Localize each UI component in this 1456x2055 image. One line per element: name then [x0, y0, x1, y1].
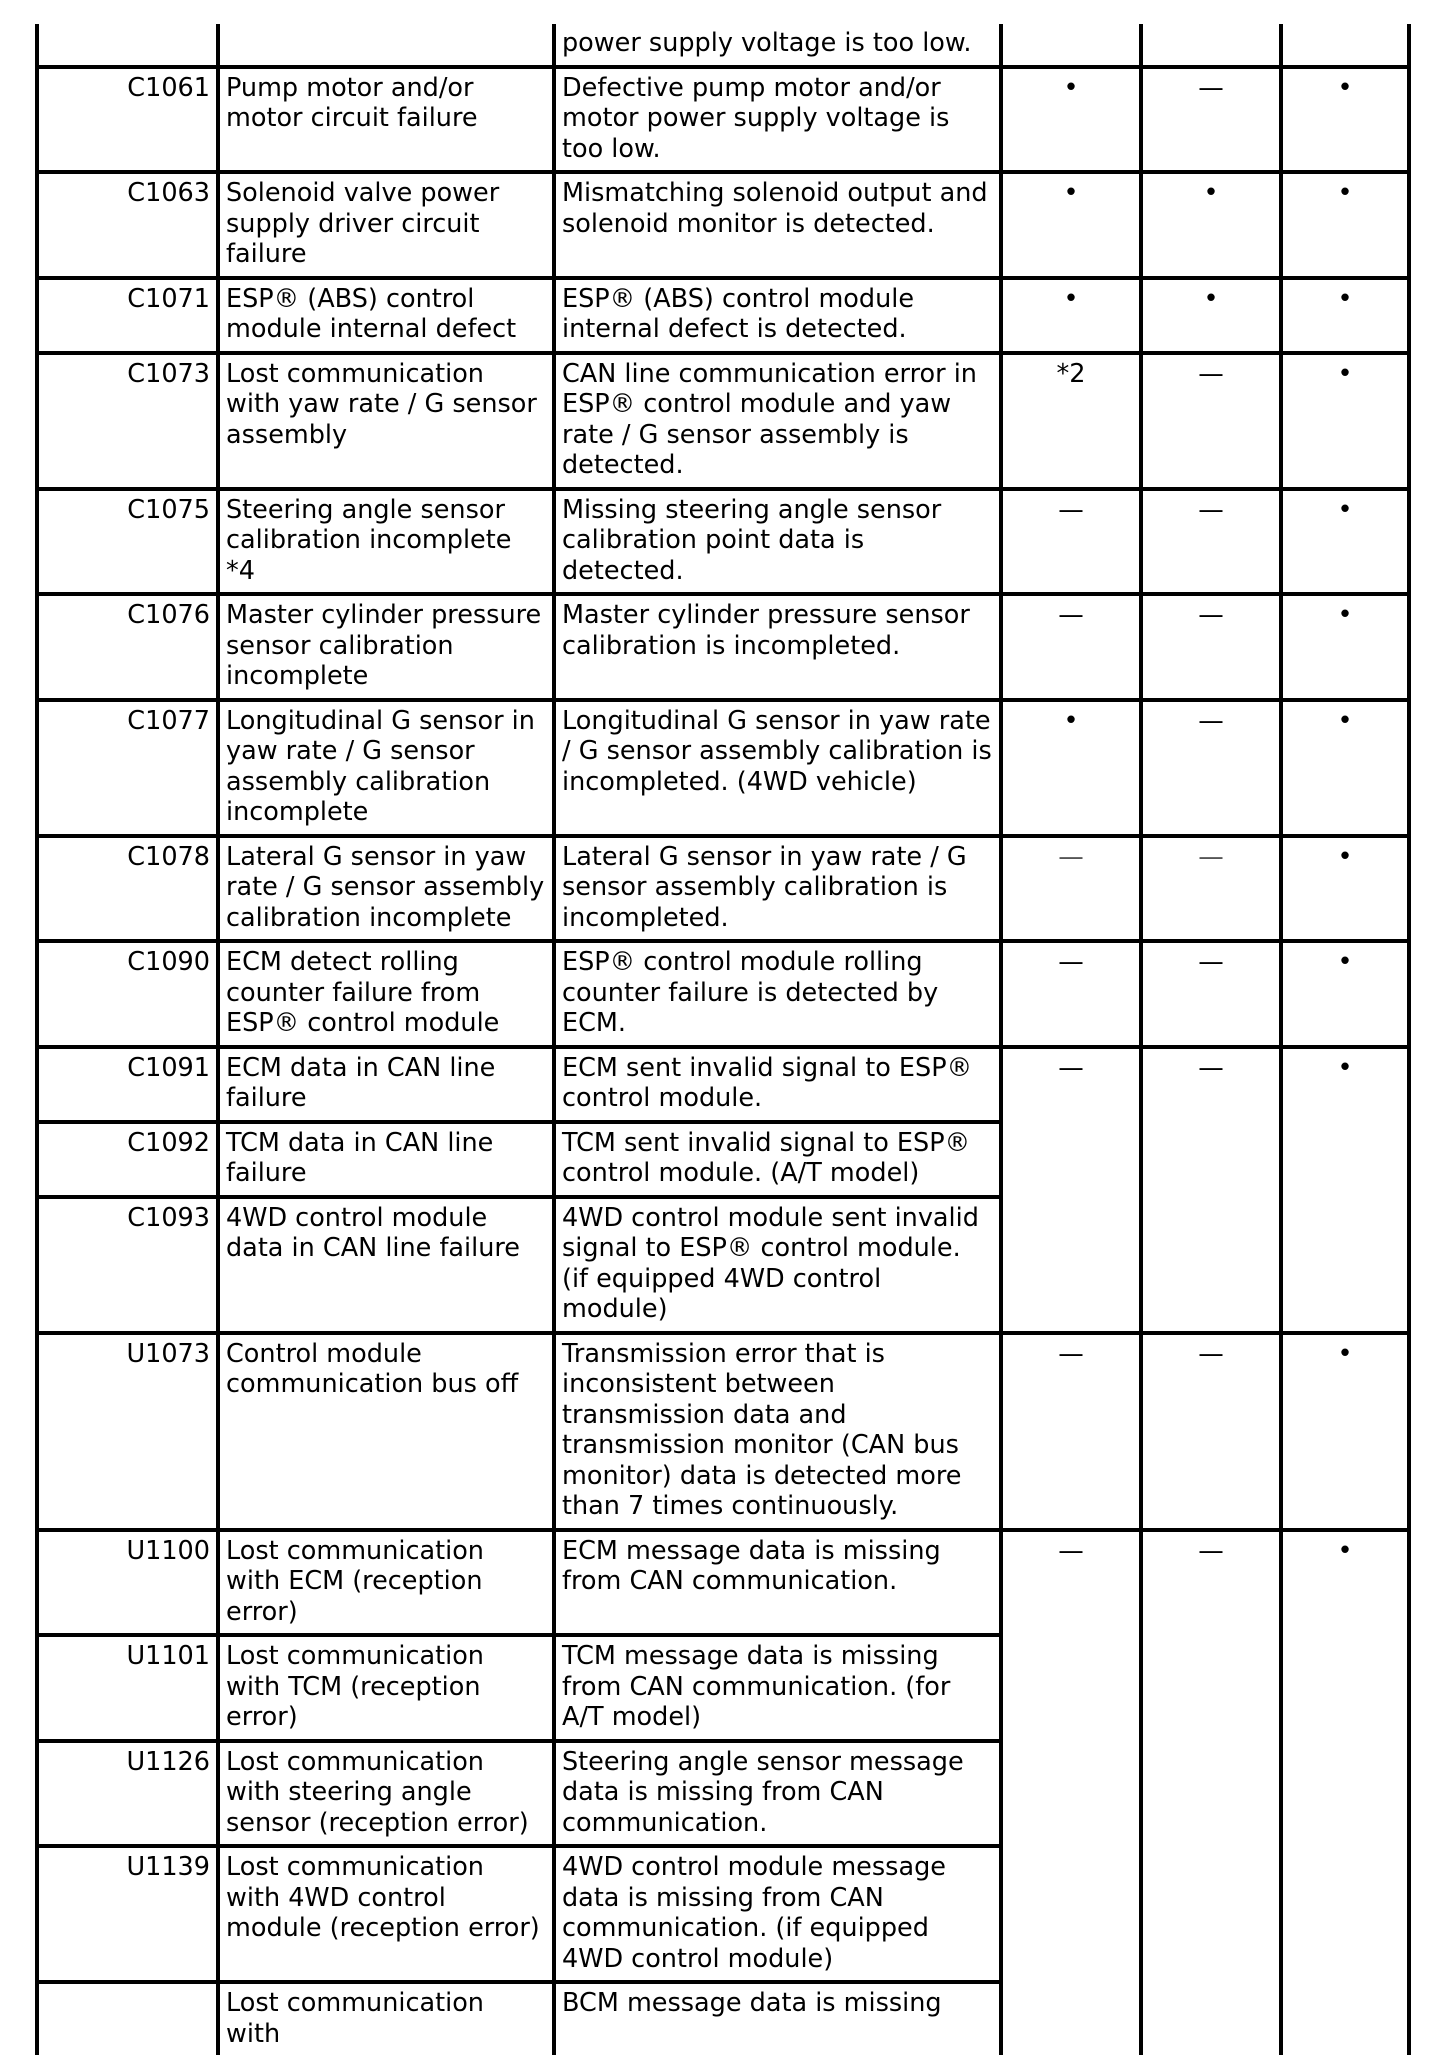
table-row	[37, 278, 1409, 353]
detecting-condition: Longitudinal G sensor in yaw rate / G sensor assembly calibration is incompleted. (4WD vehicle)	[554, 700, 1001, 836]
detecting-item: Steering angle sensor calibration incomplete *4	[218, 489, 554, 595]
table-row	[37, 836, 1409, 942]
detecting-item: 4WD control module data in CAN line failure	[218, 1197, 554, 1333]
mark-col-3: •	[1281, 278, 1409, 353]
mark-col-1: —	[1001, 1333, 1141, 1530]
mark-col-3	[1281, 24, 1409, 67]
detecting-item: Lateral G sensor in yaw rate / G sensor assembly calibration incomplete	[218, 836, 554, 942]
table-row	[37, 700, 1409, 836]
mark-col-1: —	[1001, 836, 1141, 942]
dtc-code: C1071	[37, 278, 218, 353]
dtc-code: C1090	[37, 941, 218, 1047]
table-row	[37, 1530, 1409, 1636]
detecting-condition: Master cylinder pressure sensor calibration is incompleted.	[554, 594, 1001, 700]
detecting-condition: BCM message data is missing	[554, 1982, 1001, 2055]
dtc-code	[37, 24, 218, 67]
table-row	[37, 172, 1409, 278]
mark-col-3: •	[1281, 700, 1409, 836]
mark-col-2: •	[1141, 278, 1281, 353]
mark-col-2: —	[1141, 489, 1281, 595]
detecting-item: ECM data in CAN line failure	[218, 1047, 554, 1122]
detecting-item	[218, 24, 554, 67]
table-row	[37, 489, 1409, 595]
mark-col-3: •	[1281, 353, 1409, 489]
table-row	[37, 67, 1409, 173]
mark-col-3: •	[1281, 1333, 1409, 1530]
mark-col-2: —	[1141, 1333, 1281, 1530]
mark-col-1: —	[1001, 1047, 1141, 1333]
dtc-code: U1100	[37, 1530, 218, 1636]
table-row	[37, 1333, 1409, 1530]
detecting-item: Control module communication bus off	[218, 1333, 554, 1530]
mark-col-1: *2	[1001, 353, 1141, 489]
mark-col-3: •	[1281, 67, 1409, 173]
detecting-condition: ESP® control module rolling counter failure is detected by ECM.	[554, 941, 1001, 1047]
dtc-code	[37, 1982, 218, 2055]
mark-col-3: •	[1281, 836, 1409, 942]
mark-col-1: •	[1001, 278, 1141, 353]
table-row	[37, 24, 1409, 67]
detecting-item: Lost communication with steering angle sensor (reception error)	[218, 1741, 554, 1847]
detecting-item: Longitudinal G sensor in yaw rate / G sensor assembly calibration incomplete	[218, 700, 554, 836]
detecting-condition: Missing steering angle sensor calibration point data is detected.	[554, 489, 1001, 595]
detecting-item: Lost communication with yaw rate / G sensor assembly	[218, 353, 554, 489]
detecting-item: Master cylinder pressure sensor calibration incomplete	[218, 594, 554, 700]
mark-col-2: —	[1141, 1530, 1281, 2055]
detecting-item: ECM detect rolling counter failure from ESP® control module	[218, 941, 554, 1047]
detecting-item: Lost communication with ECM (reception error)	[218, 1530, 554, 1636]
detecting-condition: TCM sent invalid signal to ESP® control module. (A/T model)	[554, 1122, 1001, 1197]
mark-col-3: •	[1281, 172, 1409, 278]
detecting-item: Solenoid valve power supply driver circuit failure	[218, 172, 554, 278]
detecting-condition: CAN line communication error in ESP® control module and yaw rate / G sensor assembly is detected.	[554, 353, 1001, 489]
mark-col-1: •	[1001, 700, 1141, 836]
mark-col-3: •	[1281, 1530, 1409, 2055]
detecting-condition: TCM message data is missing from CAN communication. (for A/T model)	[554, 1635, 1001, 1741]
detecting-condition: Steering angle sensor message data is missing from CAN communication.	[554, 1741, 1001, 1847]
mark-col-2: —	[1141, 836, 1281, 942]
detecting-item: Pump motor and/or motor circuit failure	[218, 67, 554, 173]
mark-col-2: —	[1141, 1047, 1281, 1333]
dtc-code: C1092	[37, 1122, 218, 1197]
detecting-condition: ECM sent invalid signal to ESP® control module.	[554, 1047, 1001, 1122]
dtc-code: C1063	[37, 172, 218, 278]
table-row	[37, 353, 1409, 489]
detecting-item: Lost communication with TCM (reception error)	[218, 1635, 554, 1741]
dtc-code: U1139	[37, 1846, 218, 1982]
detecting-condition: ECM message data is missing from CAN communication.	[554, 1530, 1001, 1636]
mark-col-1: •	[1001, 67, 1141, 173]
dtc-code: U1101	[37, 1635, 218, 1741]
dtc-table	[35, 24, 1411, 2055]
mark-col-2: —	[1141, 67, 1281, 173]
dtc-code: U1126	[37, 1741, 218, 1847]
table-row	[37, 1047, 1409, 1122]
mark-col-2: —	[1141, 594, 1281, 700]
mark-col-1: —	[1001, 1530, 1141, 2055]
table-row	[37, 594, 1409, 700]
dtc-code: C1077	[37, 700, 218, 836]
detecting-item: Lost communication with 4WD control module (reception error)	[218, 1846, 554, 1982]
detecting-condition: power supply voltage is too low.	[554, 24, 1001, 67]
detecting-condition: 4WD control module sent invalid signal to ESP® control module. (if equipped 4WD control module)	[554, 1197, 1001, 1333]
detecting-item: Lost communication with	[218, 1982, 554, 2055]
mark-col-3: •	[1281, 941, 1409, 1047]
detecting-condition: Defective pump motor and/or motor power supply voltage is too low.	[554, 67, 1001, 173]
detecting-condition: Lateral G sensor in yaw rate / G sensor assembly calibration is incompleted.	[554, 836, 1001, 942]
dtc-code: C1093	[37, 1197, 218, 1333]
mark-col-2	[1141, 24, 1281, 67]
mark-col-2: •	[1141, 172, 1281, 278]
mark-col-3: •	[1281, 489, 1409, 595]
mark-col-2: —	[1141, 700, 1281, 836]
dtc-code: C1078	[37, 836, 218, 942]
dtc-code: C1076	[37, 594, 218, 700]
mark-col-1: •	[1001, 172, 1141, 278]
mark-col-1: —	[1001, 941, 1141, 1047]
detecting-condition: ESP® (ABS) control module internal defect is detected.	[554, 278, 1001, 353]
dtc-code: U1073	[37, 1333, 218, 1530]
mark-col-3: •	[1281, 1047, 1409, 1333]
mark-col-3: •	[1281, 594, 1409, 700]
detecting-item: TCM data in CAN line failure	[218, 1122, 554, 1197]
dtc-code: C1091	[37, 1047, 218, 1122]
mark-col-2: —	[1141, 941, 1281, 1047]
mark-col-1: —	[1001, 489, 1141, 595]
dtc-code: C1075	[37, 489, 218, 595]
detecting-condition: Transmission error that is inconsistent between transmission data and transmission monitor (CAN bus monitor) data is detected more than 7 times continuously.	[554, 1333, 1001, 1530]
mark-col-2: —	[1141, 353, 1281, 489]
detecting-condition: 4WD control module message data is missing from CAN communication. (if equipped 4WD control module)	[554, 1846, 1001, 1982]
mark-col-1	[1001, 24, 1141, 67]
detecting-item: ESP® (ABS) control module internal defect	[218, 278, 554, 353]
dtc-code: C1061	[37, 67, 218, 173]
table-row	[37, 941, 1409, 1047]
detecting-condition: Mismatching solenoid output and solenoid monitor is detected.	[554, 172, 1001, 278]
dtc-code: C1073	[37, 353, 218, 489]
mark-col-1: —	[1001, 594, 1141, 700]
